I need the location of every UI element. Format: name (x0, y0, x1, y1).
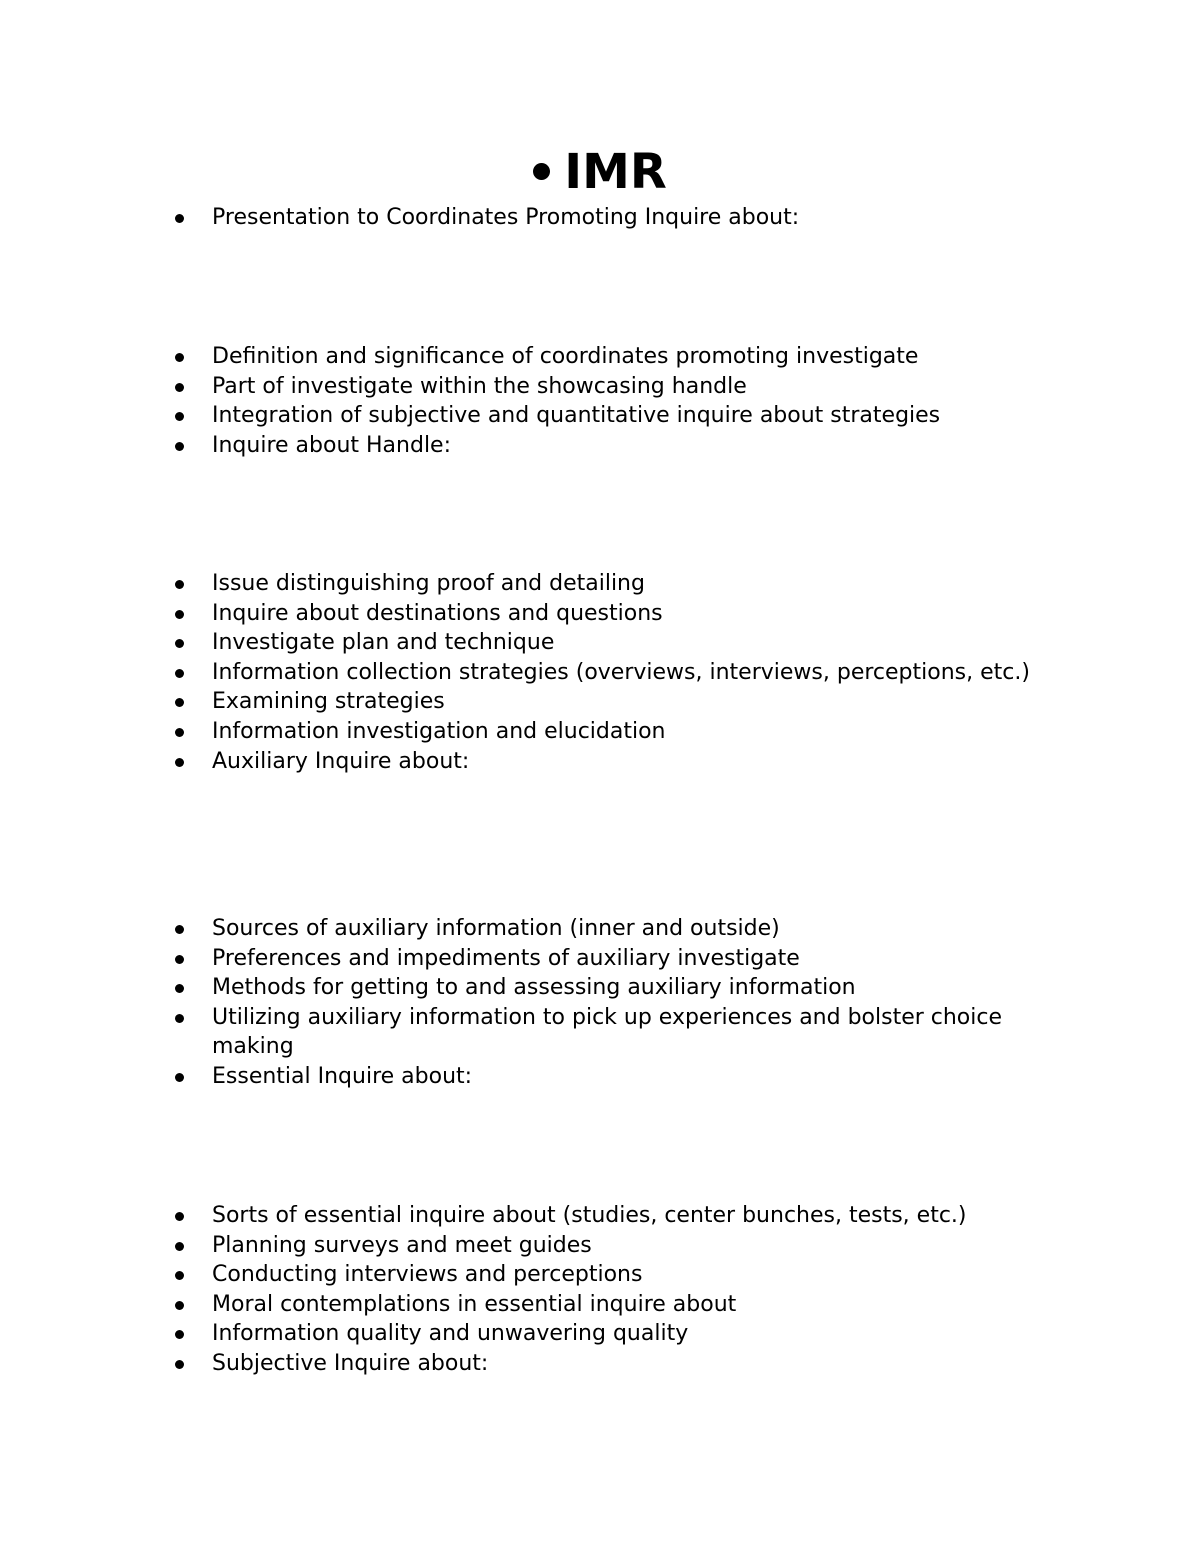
list-item-text: Information investigation and elucidation (212, 718, 666, 744)
list-item (0, 914, 1200, 944)
list-item-text: Sorts of essential inquire about (studies, center bunches, tests, etc.) (212, 1203, 967, 1228)
bullet-icon (175, 669, 184, 678)
list-item-text: Essential Inquire about: (212, 1063, 473, 1089)
section-primary-research (0, 1201, 1200, 1379)
list-item (0, 431, 1200, 461)
list-item-text: Moral contemplations in essential inquire about (212, 1291, 737, 1317)
list-item-text: Definition and significance of coordinates promoting investigate (212, 344, 919, 369)
list-item (0, 1290, 1200, 1320)
bullet-icon (175, 1271, 184, 1280)
list-item (0, 717, 1200, 747)
bullet-icon (175, 383, 184, 392)
list-item-text: Auxiliary Inquire about: (212, 748, 470, 774)
list-item (0, 401, 1200, 431)
bullet-icon (175, 580, 184, 589)
bullet-icon (175, 412, 184, 421)
bullet-icon (175, 1301, 184, 1310)
bullet-icon (175, 728, 184, 737)
list-item-text: Inquire about Handle: (212, 432, 452, 458)
list-item (0, 203, 1200, 233)
bullet-icon (533, 163, 550, 180)
list-item (0, 599, 1200, 629)
bullet-icon (175, 1242, 184, 1251)
bullet-icon (175, 1360, 184, 1369)
section-definition (0, 342, 1200, 460)
list-item-text: Information quality and unwavering quality (212, 1321, 689, 1347)
list-item-text: Utilizing auxiliary information to pick up experiences and bolster choice making (212, 1004, 1003, 1060)
bullet-icon (175, 758, 184, 767)
bullet-icon (175, 698, 184, 707)
section-research-process (0, 569, 1200, 776)
list-item (0, 973, 1200, 1003)
list-item-text: Information collection strategies (overviews, interviews, perceptions, etc.) (212, 659, 1030, 685)
list-item (0, 628, 1200, 658)
list-item (0, 569, 1200, 599)
list-item-text: Presentation to Coordinates Promoting Inquire about: (212, 205, 800, 230)
list-item (0, 687, 1200, 717)
list-item-text: Part of investigate within the showcasing handle (212, 373, 747, 399)
list-item-text: Examining strategies (212, 689, 445, 715)
list-item (0, 658, 1200, 688)
list-item-text: Investigate plan and technique (212, 630, 555, 656)
list-item (0, 1260, 1200, 1290)
section-intro (0, 203, 1200, 233)
bullet-icon (175, 442, 184, 451)
list-item-text: Subjective Inquire about: (212, 1350, 489, 1376)
list-item (0, 1349, 1200, 1379)
bullet-icon (175, 1073, 184, 1082)
list-item (0, 372, 1200, 402)
bullet-icon (175, 955, 184, 964)
bullet-icon (175, 984, 184, 993)
list-item (0, 944, 1200, 974)
list-item-text: Integration of subjective and quantitative inquire about strategies (212, 403, 941, 429)
bullet-icon (175, 214, 184, 223)
bullet-icon (175, 639, 184, 648)
bullet-icon (175, 1330, 184, 1339)
bullet-icon (175, 1212, 184, 1221)
list-item (0, 1231, 1200, 1261)
list-item-text: Issue distinguishing proof and detailing (212, 571, 645, 596)
list-item (0, 1201, 1200, 1231)
list-item-text: Preferences and impediments of auxiliary investigate (212, 945, 800, 971)
bullet-icon (175, 1014, 184, 1023)
list-item-text: Methods for getting to and assessing auxiliary information (212, 975, 856, 1001)
page-title (0, 140, 1200, 204)
list-item (0, 342, 1200, 372)
section-secondary-research (0, 914, 1200, 1092)
list-item (0, 1003, 1200, 1062)
list-item-text: Sources of auxiliary information (inner and outside) (212, 916, 780, 941)
bullet-icon (175, 925, 184, 934)
list-item (0, 1319, 1200, 1349)
list-item (0, 1062, 1200, 1092)
list-item-text: Planning surveys and meet guides (212, 1232, 592, 1258)
page-title-text: IMR (564, 144, 667, 200)
list-item-text: Inquire about destinations and questions (212, 600, 663, 626)
bullet-icon (175, 353, 184, 362)
bullet-icon (175, 610, 184, 619)
list-item-text: Conducting interviews and perceptions (212, 1262, 643, 1288)
list-item (0, 747, 1200, 777)
